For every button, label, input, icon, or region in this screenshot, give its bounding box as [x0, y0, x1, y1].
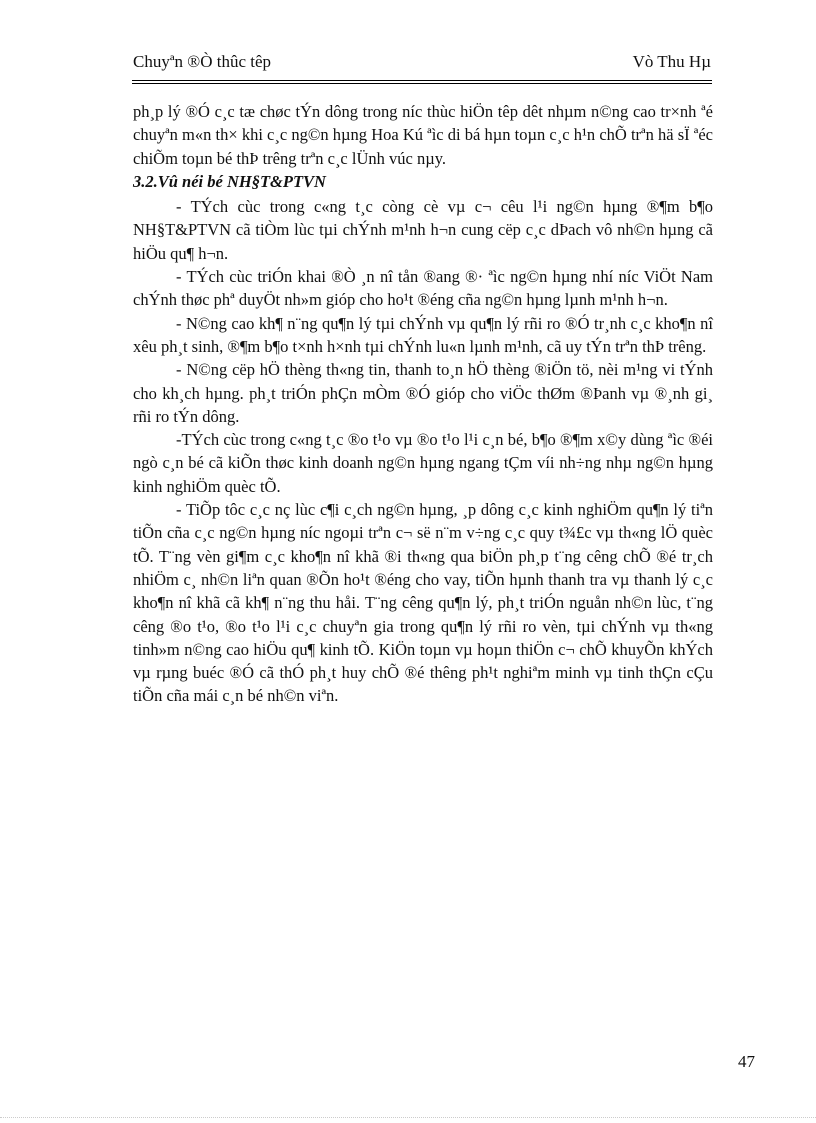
- paragraph-1: - TÝch cùc trong c«ng t¸c còng cè vµ c¬ cêu l¹i ng©n hµng ®¶m b¶o NH§T&PTVN cã tiÒm lùc tµi chÝnh m¹nh h¬n cung cëp c¸c dÞach vô nh©n hµng cã hiÖu qu¶ h¬n.: [133, 197, 713, 263]
- document-body: [133, 100, 713, 708]
- intro-paragraph: ph¸p lý ®Ó c¸c tæ chøc tÝn dông trong níc thùc hiÖn têp dêt nhµm n©ng cao tr×nh ªé chuyªn m«n th× khi c¸c ng©n hµng Hoa Kú ªìc di bá hµn toµn c¸c h¹n chÕ trªn hä sÏ ªéc chiÕm toµn bé thÞ trêng trªn c¸c lÜnh vúc nµy.: [133, 102, 713, 168]
- paragraph-6: - TiÕp tôc c¸c nç lùc c¶i c¸ch ng©n hµng, ¸p dông c¸c kinh nghiÖm qu¶n lý tiªn tiÕn cña c¸c ng©n hµng níc ngoµi trªn c¬ së n¨m v÷ng c¸c quy t¾£c vµ th«ng lÖ quèc tÕ. T¨ng vèn gi¶m c¸c kho¶n nî khã ®i th«ng qua biÖn ph¸p t¨ng cêng chÕ ®é tr¸ch nhiÖm c¸ nh©n liªn quan ®Õn ho¹t ®éng cho vay, tiÕn hµnh thanh tra vµ thanh lý c¸c kho¶n nî khã cã kh¶ n¨ng thu håi. T¨ng cêng qu¶n lý, ph¸t triÓn nguån nh©n lùc, t¨ng cêng ®o t¹o, ®o t¹o l¹i c¸c chuyªn gia trong qu¶n lý rñi ro vèn, tµi chÝnh vµ th«ng tinh»m n©ng cao hiÖu qu¶ kinh tÕ. KiÖn toµn vµ hoµn thiÖn c¬ chÕ khuyÕn khÝch vµ rµng buéc ®Ó cã thÓ ph¸t huy chÕ ®é thêng ph¹t nghiªm minh vµ tinh thÇn cÇu tiÕn cña mái c¸n bé nh©n viªn.: [133, 500, 713, 706]
- paragraph-5: -TÝch cùc trong c«ng t¸c ®o t¹o vµ ®o t¹o l¹i c¸n bé, b¶o ®¶m x©y dùng ªìc ®éi ngò c¸n bé cã kiÕn thøc kinh doanh ng©n hµng ngang tÇm víi nh÷ng nhµ ng©n hµng kinh nghiÖm quèc tÕ.: [133, 430, 713, 496]
- page-number: 47: [738, 1052, 755, 1071]
- header-rule-top: [132, 80, 712, 81]
- paragraph-3: - N©ng cao kh¶ n¨ng qu¶n lý tµi chÝnh vµ qu¶n lý rñi ro ®Ó tr¸nh c¸c kho¶n nî xêu ph¸t sinh, ®¶m b¶o t×nh h×nh tµi chÝnh lu«n lµnh m¹nh, cã uy tÝn trªn thÞ trêng.: [133, 313, 713, 356]
- paragraph-4: - N©ng cëp hÖ thèng th«ng tin, thanh to¸n hÖ thèng ®iÖn tö, nèi m¹ng vi tÝnh cho kh¸ch hµng. ph¸t triÓn phÇn mÒm ®Ó gióp cho viÖc thØm ®Þanh vµ ®¸nh gi¸ rñi ro tÝn dông.: [133, 360, 713, 426]
- header-title: Chuyªn ®Ò thûc têp: [133, 52, 272, 71]
- header-author: Vò Thu Hµ: [632, 52, 711, 71]
- paragraph-2: - TÝch cùc triÓn khai ®Ò ¸n nî tån ®ang ®· ªìc ng©n hµng nhí níc ViÖt Nam chÝnh thøc phª duyÖt nh»m gióp cho ho¹t ®éng cña ng©n hµng lµnh m¹nh h¬n.: [133, 267, 713, 310]
- section-heading: 3.2.Vû néi bé NH§T&PTVN: [133, 171, 326, 191]
- header-rule-bottom: [132, 83, 712, 84]
- page-bottom-border: [0, 1117, 816, 1118]
- page-header: [133, 52, 711, 76]
